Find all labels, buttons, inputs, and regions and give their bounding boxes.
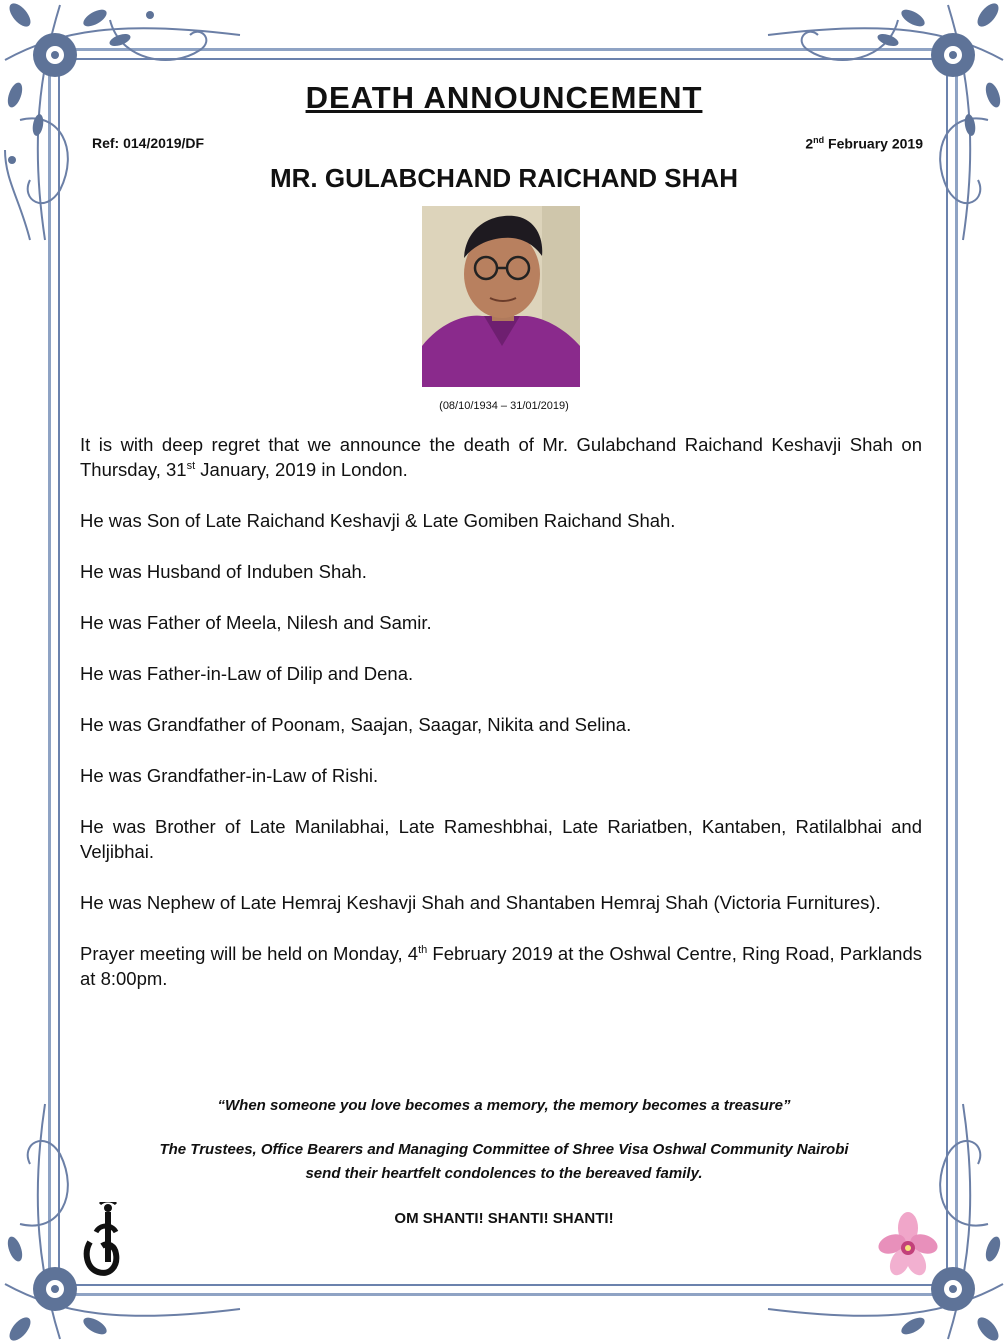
text: February 2019 at the Oshwal Centre, Ring Road, Parklands at 8:00pm. xyxy=(80,943,923,989)
deceased-name: MR. GULABCHAND RAICHAND SHAH xyxy=(270,163,738,193)
announcement-date xyxy=(805,135,923,152)
paragraph-prayer-meeting xyxy=(80,941,922,991)
paragraph-grandchildren: He was Grandfather of Poonam, Saajan, Saagar, Nikita and Selina. xyxy=(80,714,632,735)
ordinal-suffix: th xyxy=(418,943,428,956)
paragraph-spouse: He was Husband of Induben Shah. xyxy=(80,561,367,582)
date-day: 2 xyxy=(805,135,814,152)
paragraph-nephew: He was Nephew of Late Hemraj Keshavji Shah and Shantaben Hemraj Shah (Victoria Furnitures). xyxy=(80,892,881,913)
text: Prayer meeting will be held on Monday, 4 xyxy=(80,943,419,964)
condolence-line-2: send their heartfelt condolences to the bereaved family. xyxy=(305,1165,703,1182)
paragraph-children: He was Father of Meela, Nilesh and Samir. xyxy=(80,612,432,633)
paragraph-parents: He was Son of Late Raichand Keshavji & Late Gomiben Raichand Shah. xyxy=(80,510,676,531)
floral-corner-ornament-icon xyxy=(0,0,250,250)
paragraph-in-laws: He was Father-in-Law of Dilip and Dena. xyxy=(80,663,414,684)
condolence-line-1: The Trustees, Office Bearers and Managing Committee of Shree Visa Oshwal Community Nairobi xyxy=(159,1141,849,1158)
om-shanti-line: OM SHANTI! SHANTI! SHANTI! xyxy=(394,1210,614,1227)
announcement-body xyxy=(80,432,922,1017)
portrait-photo xyxy=(422,206,580,387)
memorial-quote: “When someone you love becomes a memory, the memory becomes a treasure” xyxy=(217,1097,791,1114)
floral-corner-ornament-icon xyxy=(758,0,1008,250)
condolence-message xyxy=(0,1138,1008,1186)
paragraph-siblings: He was Brother of Late Manilabhai, Late Rameshbhai, Late Rariatben, Kantaben, Ratilalbhai and Veljibhai. xyxy=(80,816,922,862)
date-suffix: nd xyxy=(813,135,825,145)
jain-symbol-icon xyxy=(82,1202,122,1278)
ordinal-suffix: st xyxy=(186,459,196,472)
text: It is with deep regret that we announce the death of Mr. Gulabchand Raichand Keshavji Shah on Thursday, 31 xyxy=(80,434,922,480)
page-title: DEATH ANNOUNCEMENT xyxy=(305,80,703,115)
paragraph-death-notice xyxy=(80,432,922,482)
reference-number: Ref: 014/2019/DF xyxy=(92,135,205,151)
date-rest: February 2019 xyxy=(824,135,923,152)
orchid-flower-icon xyxy=(878,1210,938,1280)
life-dates: (08/10/1934 – 31/01/2019) xyxy=(439,400,569,412)
paragraph-grandchild-in-law: He was Grandfather-in-Law of Rishi. xyxy=(80,765,379,786)
text: January, 2019 in London. xyxy=(195,459,408,480)
